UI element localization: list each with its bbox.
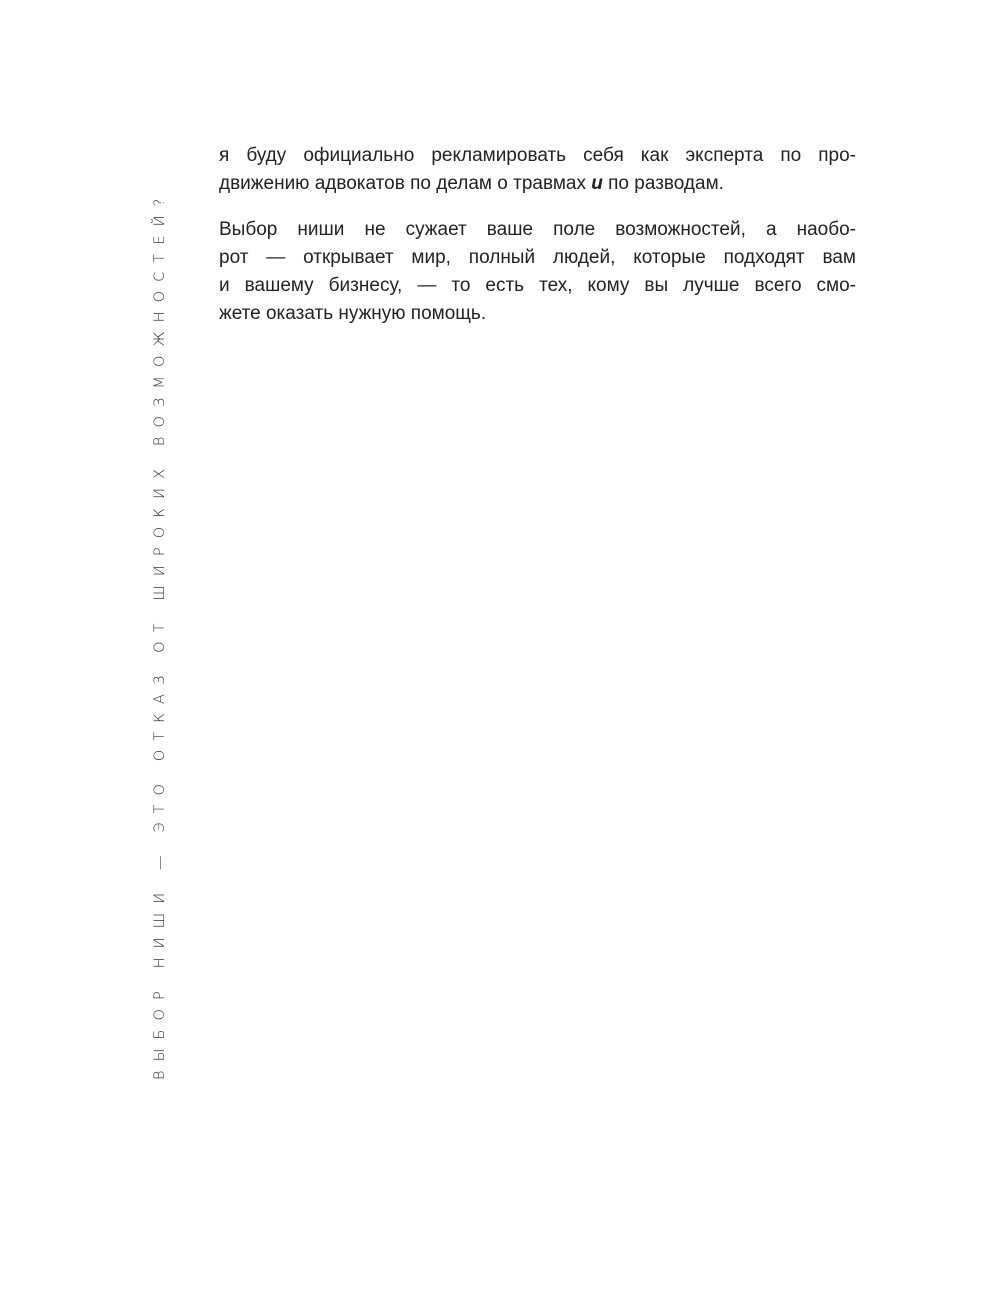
text-line xyxy=(219,170,856,198)
paragraph xyxy=(219,216,856,328)
body-text xyxy=(219,142,856,346)
text-segment: по разводам. xyxy=(602,173,724,194)
text-segment: движению адвокатов по делам о травмах xyxy=(219,173,592,194)
text-line: Выбор ниши не сужает ваше поле возможностей, а наобо- xyxy=(219,219,856,240)
text-line: жете оказать нужную помощь. xyxy=(219,303,487,324)
text-line: я буду официально рекламировать себя как эксперта по про- xyxy=(219,145,856,166)
running-head: ВЫБОР НИШИ — ЭТО ОТКАЗ ОТ ШИРОКИХ ВОЗМОЖНОСТЕЙ? xyxy=(152,189,168,1080)
text-line: и вашему бизнесу, — то есть тех, кому вы лучше всего смо- xyxy=(219,275,856,296)
text-line: рот — открывает мир, полный людей, которые подходят вам xyxy=(219,247,856,268)
paragraph xyxy=(219,142,856,198)
emphasized-word: и xyxy=(591,173,603,194)
